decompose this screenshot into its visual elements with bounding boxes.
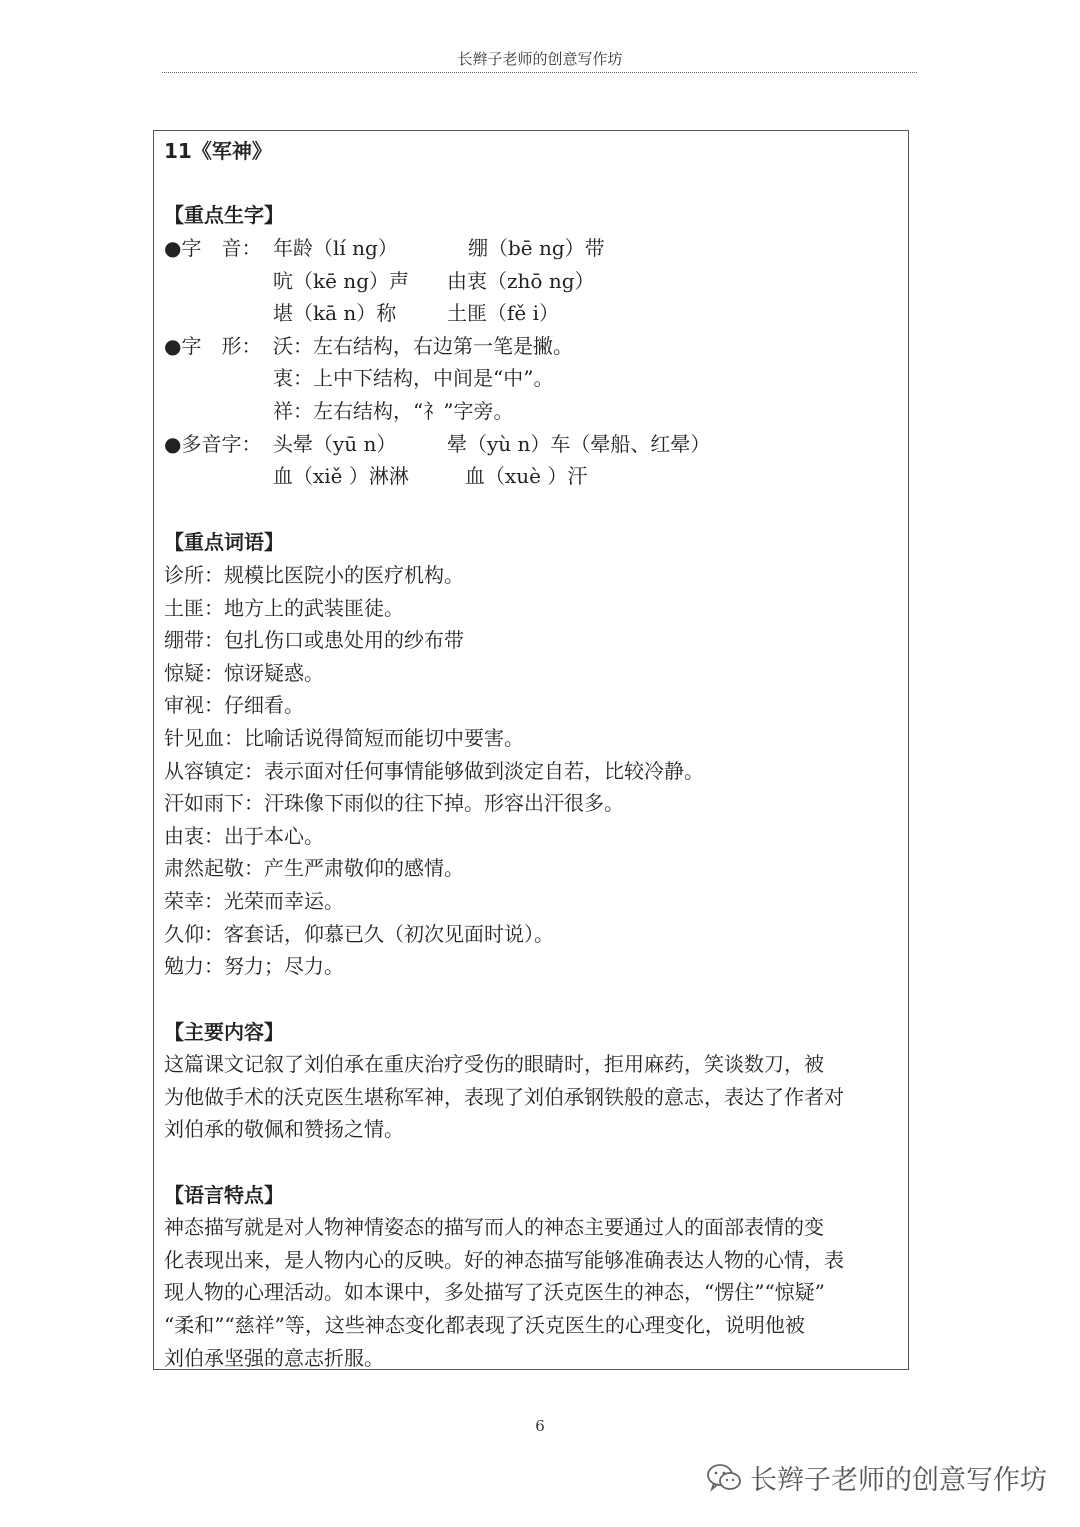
polyphone-item: 血（xiě ）淋淋 (273, 464, 409, 488)
lesson-title: 11《军神》 (164, 139, 272, 163)
pronunciation-item: 吭（kē ng）声 (273, 269, 409, 293)
pronunciation-item: 由衷（zhō ng） (447, 269, 595, 293)
key-word-item: 荣幸：光荣而幸运。 (164, 889, 344, 913)
pronunciation-label: ●字 音： (164, 236, 262, 260)
main-content-line: 为他做手术的沃克医生堪称军神，表现了刘伯承钢铁般的意志，表达了作者对 (164, 1085, 844, 1109)
page-number: 6 (535, 1417, 545, 1435)
pronunciation-item: 土匪（fě i） (447, 301, 559, 325)
wechat-icon (706, 1463, 742, 1493)
polyphone-label: ●多音字： (164, 432, 262, 456)
language-line: 化表现出来，是人物内心的反映。好的神态描写能够准确表达人物的心情，表 (164, 1248, 844, 1272)
language-line: 神态描写就是对人物神情姿态的描写而人的神态主要通过人的面部表情的变 (164, 1215, 824, 1239)
key-words-heading: 【重点词语】 (164, 530, 284, 554)
pronunciation-item: 绷（bē ng）带 (468, 236, 605, 260)
polyphone-item: 血（xuè ）汗 (465, 464, 588, 488)
key-word-item: 惊疑：惊讶疑惑。 (164, 661, 324, 685)
pronunciation-item: 堪（kā n）称 (273, 301, 397, 325)
key-word-item: 久仰：客套话，仰慕已久（初次见面时说）。 (164, 922, 554, 946)
main-content-line: 刘伯承的敬佩和赞扬之情。 (164, 1117, 404, 1141)
watermark-text: 长辫子老师的创意写作坊 (750, 1465, 1047, 1496)
page-header-title: 长辫子老师的创意写作坊 (457, 50, 623, 68)
main-content-heading: 【主要内容】 (164, 1020, 284, 1044)
header-divider (162, 72, 917, 73)
form-item: 沃：左右结构，右边第一笔是撇。 (273, 334, 573, 358)
language-heading: 【语言特点】 (164, 1183, 284, 1207)
form-item: 衷：上中下结构，中间是“中”。 (273, 366, 554, 390)
key-word-item: 勉力：努力；尽力。 (164, 954, 344, 978)
language-line: “柔和”“慈祥”等，这些神态变化都表现了沃克医生的心理变化，说明他被 (164, 1313, 805, 1337)
polyphone-item: 头晕（yū n） (273, 432, 397, 456)
form-item: 祥：左右结构，“礻”字旁。 (273, 399, 514, 423)
key-word-item: 针见血：比喻话说得简短而能切中要害。 (164, 726, 524, 750)
key-word-item: 汗如雨下：汗珠像下雨似的往下掉。形容出汗很多。 (164, 791, 624, 815)
main-content-line: 这篇课文记叙了刘伯承在重庆治疗受伤的眼睛时，拒用麻药，笑谈数刀，被 (164, 1052, 824, 1076)
key-word-item: 肃然起敬：产生严肃敬仰的感情。 (164, 856, 464, 880)
key-word-item: 从容镇定：表示面对任何事情能够做到淡定自若，比较冷静。 (164, 759, 704, 783)
key-word-item: 审视：仔细看。 (164, 693, 304, 717)
key-word-item: 诊所：规模比医院小的医疗机构。 (164, 563, 464, 587)
language-line: 刘伯承坚强的意志折服。 (164, 1346, 384, 1370)
language-line: 现人物的心理活动。如本课中，多处描写了沃克医生的神态，“愣住”“惊疑” (164, 1280, 825, 1304)
watermark (706, 1458, 1047, 1497)
pronunciation-item: 年龄（lí ng） (273, 236, 398, 260)
key-word-item: 由衷：出于本心。 (164, 824, 324, 848)
key-chars-heading: 【重点生字】 (164, 203, 284, 227)
polyphone-item: 晕（yù n）车（晕船、红晕） (447, 432, 711, 456)
key-word-item: 土匪：地方上的武装匪徒。 (164, 596, 404, 620)
key-word-item: 绷带：包扎伤口或患处用的纱布带 (164, 628, 464, 652)
form-label: ●字 形： (164, 334, 262, 358)
